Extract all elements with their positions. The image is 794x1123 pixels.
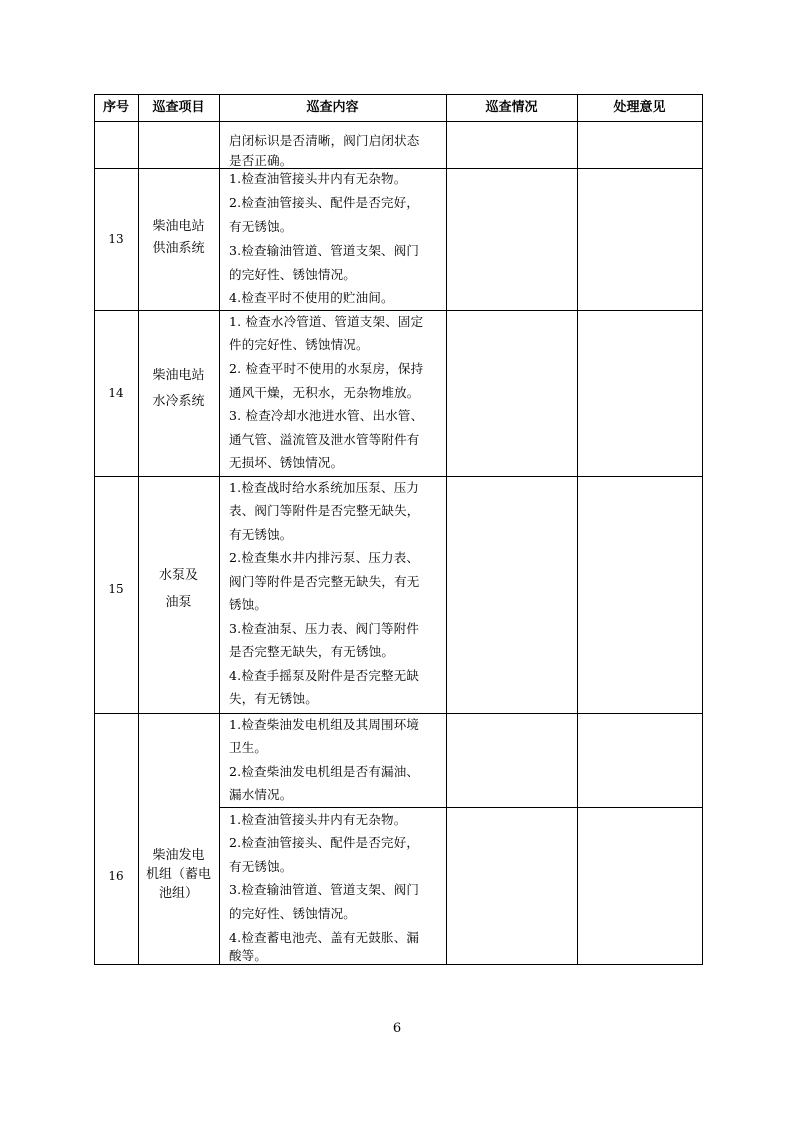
content-line: 4.检查平时不使用的贮油间。 [229, 290, 394, 305]
content-line: 失，有无锈蚀。 [229, 691, 318, 706]
content-line: 卫生。 [229, 740, 268, 755]
content-line: 3.检查输油管道、管道支架、阀门 [229, 882, 420, 897]
row-seq-14: 14 [108, 386, 124, 400]
content-line: 1.检查战时给水系统加压泵、压力 [229, 480, 420, 495]
content-line: 通气管、溢流管及泄水管等附件有 [229, 432, 420, 447]
content-line: 件的完好性、锈蚀情况。 [229, 337, 369, 352]
row-item-15-line1: 水泵及 [158, 568, 198, 583]
table-border-bottom [94, 964, 703, 965]
row-item-14-line1: 柴油电站 [152, 368, 205, 383]
content-line: 3. 检查冷却水池进水管、出水管、 [229, 408, 424, 423]
col-divider [577, 94, 578, 965]
content-line: 的完好性、锈蚀情况。 [229, 906, 357, 921]
content-line: 2.检查柴油发电机组是否有漏油、 [229, 764, 420, 779]
content-line: 2.检查油管接头、配件是否完好， [229, 195, 420, 210]
header-divider [94, 121, 703, 122]
header-opinion: 处理意见 [613, 100, 666, 115]
content-line: 阀门等附件是否完整无缺失，有无 [229, 574, 420, 589]
content-line: 锈蚀。 [229, 597, 268, 612]
row-item-15-line2: 油泵 [165, 595, 192, 610]
content-line: 4.检查蓄电池壳、盖有无鼓胀、漏 [229, 930, 420, 945]
content-line: 1. 检查水冷管道、管道支架、固定 [229, 314, 424, 329]
content-line: 1.检查柴油发电机组及其周围环境 [229, 717, 420, 732]
content-line: 3.检查油泵、压力表、阀门等附件 [229, 621, 420, 636]
content-line: 1.检查油管接头井内有无杂物。 [229, 171, 407, 186]
row-item-16-line2: 机组（蓄电 [145, 867, 211, 882]
row-item-16-line1: 柴油发电 [152, 848, 205, 863]
content-line: 表、阀门等附件是否完整无缺失， [229, 503, 420, 518]
row-item-16-line3: 池组） [158, 886, 198, 901]
content-line: 是否正确。 [229, 153, 293, 168]
row-seq-15: 15 [108, 582, 124, 596]
content-line: 2.检查集水井内排污泵、压力表、 [229, 550, 420, 565]
content-line: 漏水情况。 [229, 787, 293, 802]
content-line: 3.检查输油管道、管道支架、阀门 [229, 243, 420, 258]
content-line: 有无锈蚀。 [229, 527, 293, 542]
row-divider [94, 713, 703, 714]
content-line: 启闭标识是否清晰，阀门启闭状态 [229, 133, 420, 148]
row-item-13-line1: 柴油电站 [152, 219, 205, 234]
header-item: 巡查项目 [152, 100, 205, 115]
page-number: 6 [392, 1021, 402, 1036]
table-border-top [94, 94, 703, 95]
content-line: 4.检查手摇泵及附件是否完整无缺 [229, 668, 420, 683]
col-divider [446, 94, 447, 965]
row-seq-13: 13 [108, 232, 124, 246]
content-line: 1.检查油管接头井内有无杂物。 [229, 812, 407, 827]
table-border-left [94, 94, 95, 965]
content-line: 2. 检查平时不使用的水泵房，保持 [229, 361, 424, 376]
row-divider [94, 310, 703, 311]
content-line: 无损坏、锈蚀情况。 [229, 455, 344, 470]
content-line: 有无锈蚀。 [229, 219, 293, 234]
content-line: 有无锈蚀。 [229, 859, 293, 874]
content-line: 的完好性、锈蚀情况。 [229, 267, 357, 282]
header-seq: 序号 [102, 100, 129, 115]
content-line: 通风干燥，无积水，无杂物堆放。 [229, 385, 420, 400]
row-item-14-line2: 水冷系统 [152, 394, 205, 409]
row-seq-16: 16 [108, 869, 124, 883]
row16-sub-divider [219, 807, 703, 808]
header-status: 巡查情况 [485, 100, 538, 115]
content-line: 酸等。 [229, 948, 268, 963]
header-content: 巡查内容 [306, 100, 359, 115]
row-item-13-line2: 供油系统 [152, 241, 205, 256]
content-line: 2.检查油管接头、配件是否完好， [229, 835, 420, 850]
row-divider [94, 476, 703, 477]
content-line: 是否完整无缺失，有无锈蚀。 [229, 644, 395, 659]
table-border-right [702, 94, 703, 965]
col-divider [219, 94, 220, 965]
